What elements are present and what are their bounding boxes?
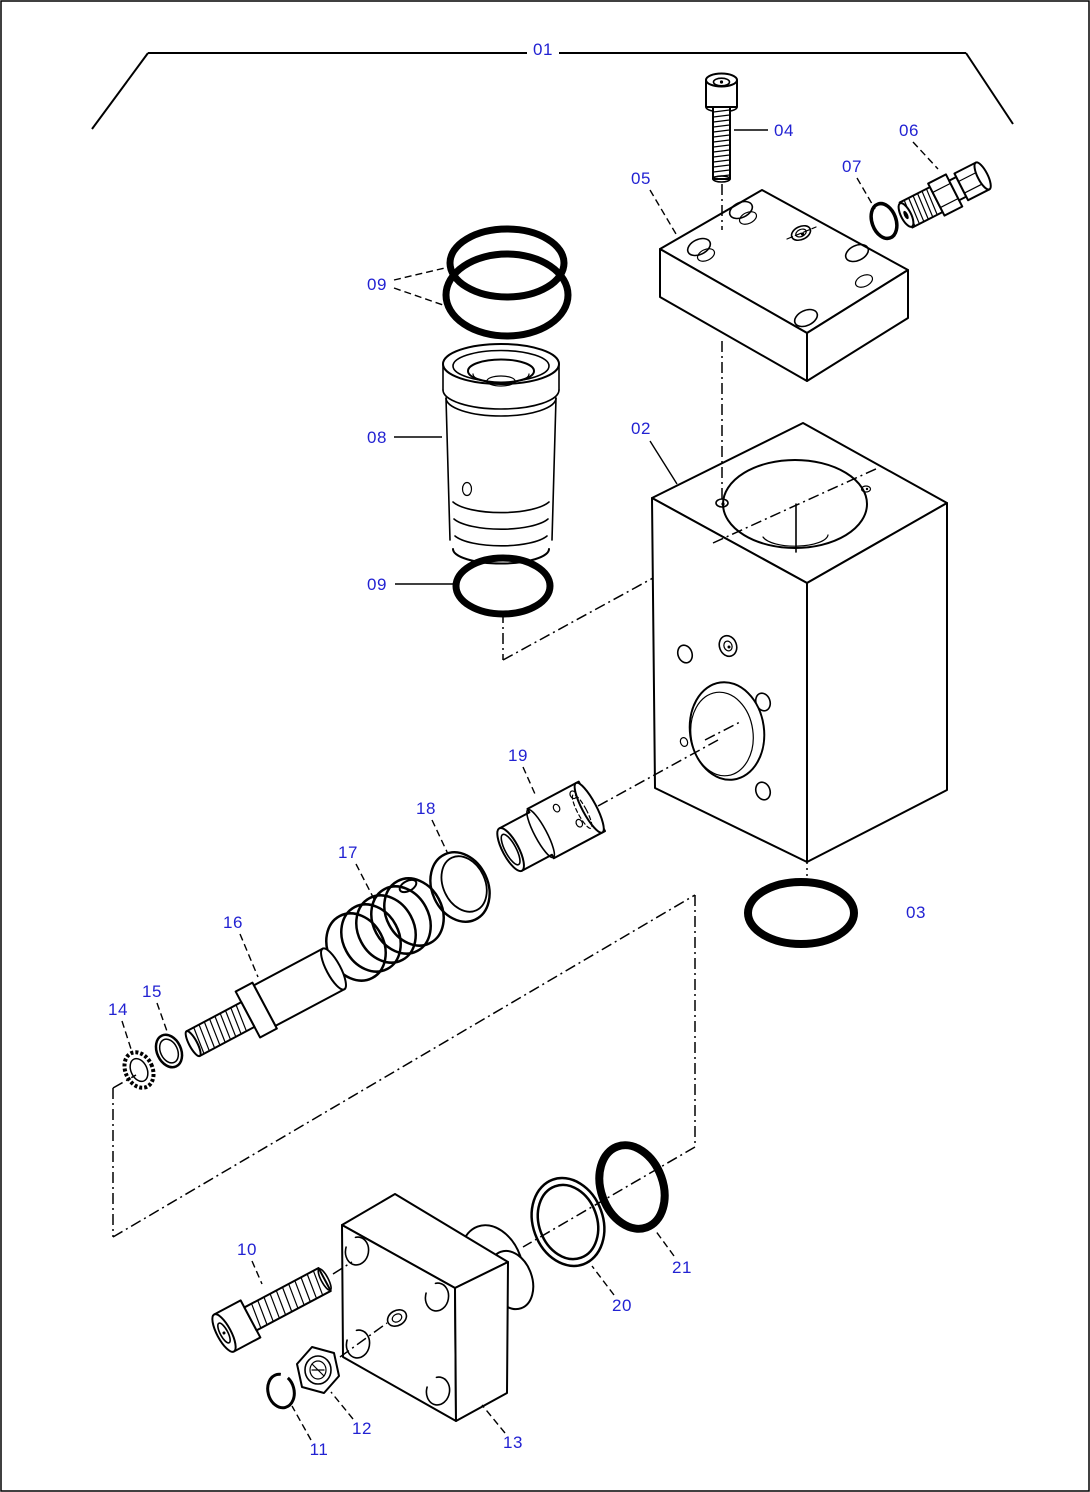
callout-19-valve-sleeve[interactable]: 19 [508, 746, 528, 765]
callout-11-snap-ring[interactable]: 11 [309, 1440, 329, 1459]
assembly-bracket-line [966, 53, 1013, 124]
assembly-bracket [92, 53, 1013, 129]
leader-line-11 [292, 1406, 311, 1440]
leader-line-09 [394, 267, 449, 280]
callout-01-valve-assembly[interactable]: 01 [533, 40, 553, 59]
leader-line-05 [650, 190, 676, 234]
part-04-socket-head-bolt [706, 74, 737, 183]
leader-line-20 [592, 1266, 614, 1295]
centerline [503, 578, 653, 660]
part-15-ring [151, 1031, 187, 1072]
part-18-seat-ring [419, 843, 500, 932]
part-08-cartridge-sleeve [443, 344, 559, 564]
callout-07-o-ring-small[interactable]: 07 [842, 157, 862, 176]
part-03-o-ring [748, 882, 854, 944]
callout-05-cover-plate[interactable]: 05 [631, 169, 651, 188]
leader-line-18 [432, 820, 448, 854]
leader-line-06 [913, 142, 938, 169]
assembly-bracket-line [92, 53, 148, 129]
leader-line-09 [394, 288, 443, 305]
leader-line-12 [331, 1392, 353, 1419]
callout-21-o-ring-bottom[interactable]: 21 [672, 1258, 692, 1277]
callout-13-end-plate[interactable]: 13 [503, 1433, 523, 1452]
callout-06-plug-fitting[interactable]: 06 [899, 121, 919, 140]
part-02-valve-body [652, 423, 947, 862]
callout-03-o-ring-large[interactable]: 03 [906, 903, 926, 922]
part-19-valve-sleeve [490, 780, 608, 878]
leader-line-14 [122, 1021, 131, 1049]
callout-17-spring[interactable]: 17 [338, 843, 358, 862]
callout-09-o-ring-pair[interactable]: 09 [367, 275, 387, 294]
callout-16-piston-stem[interactable]: 16 [223, 913, 243, 932]
part-12-hex-nut [297, 1347, 339, 1393]
leader-line-17 [356, 864, 374, 899]
leader-line-02 [650, 441, 677, 484]
leader-line-10 [252, 1261, 262, 1284]
leader-line-07 [857, 178, 875, 209]
callout-18-seat-ring[interactable]: 18 [416, 799, 436, 818]
part-13-end-plate [342, 1194, 541, 1421]
callout-09-o-ring-lower[interactable]: 09 [367, 575, 387, 594]
centerline [523, 1147, 695, 1247]
callout-08-cartridge-sleeve[interactable]: 08 [367, 428, 387, 447]
part-14-serrated-washer [119, 1048, 159, 1093]
part-11-snap-ring [264, 1371, 298, 1411]
callout-15-ring[interactable]: 15 [142, 982, 162, 1001]
leader-line-13 [482, 1405, 505, 1433]
callout-14-serrated-washer[interactable]: 14 [108, 1000, 128, 1019]
centerline [113, 895, 695, 1237]
part-21-o-ring [588, 1136, 676, 1238]
part-06-plug-fitting [893, 158, 995, 234]
part-09-o-ring-lower [456, 558, 550, 614]
leader-line-15 [157, 1003, 168, 1034]
part-07-o-ring [867, 200, 902, 242]
leader-line-19 [523, 767, 535, 794]
callout-12-hex-nut[interactable]: 12 [352, 1419, 372, 1438]
part-10-socket-head-bolt [208, 1259, 338, 1355]
leader-line-21 [655, 1230, 674, 1256]
leader-line-16 [240, 934, 258, 977]
part-09-o-ring-pair [446, 229, 568, 336]
callout-02-valve-body[interactable]: 02 [631, 419, 651, 438]
part-16-piston-stem [177, 943, 352, 1069]
callout-04-socket-head-bolt-top[interactable]: 04 [774, 121, 794, 140]
callout-10-socket-head-bolt-bottom[interactable]: 10 [237, 1240, 257, 1259]
callout-20-backup-ring[interactable]: 20 [612, 1296, 632, 1315]
